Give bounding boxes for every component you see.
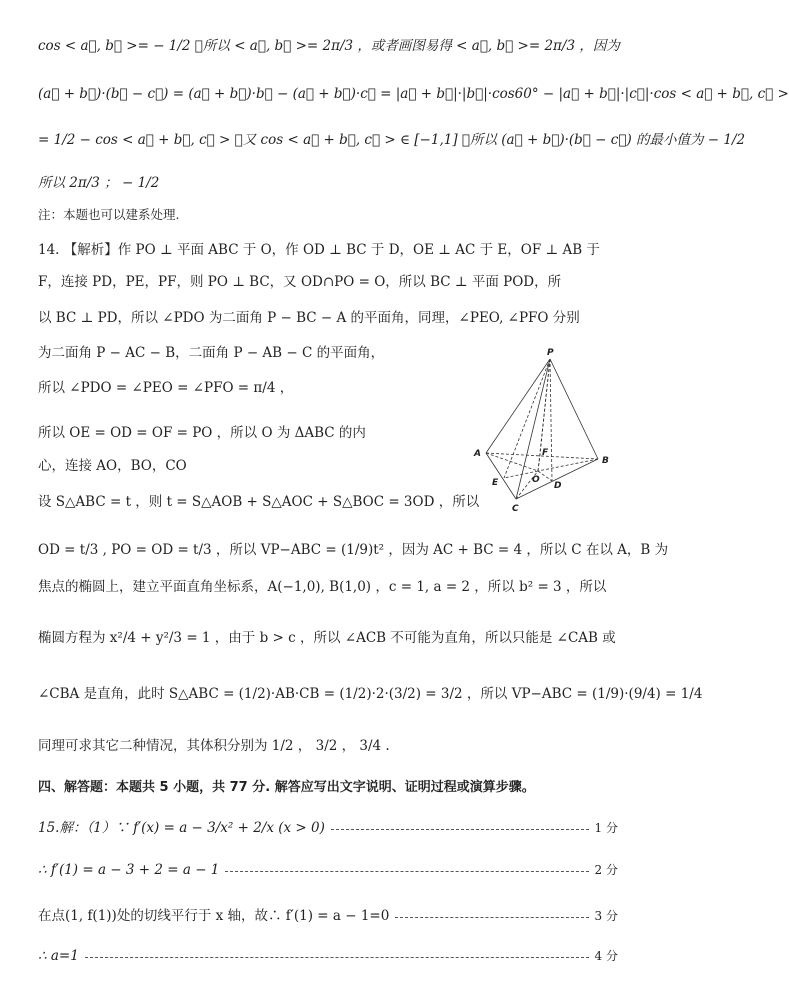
text-line: 为二面角 P − AC − B，二面角 P − AB − C 的平面角， <box>38 345 385 361</box>
edge-pa <box>486 359 550 453</box>
label-a: A <box>474 449 481 459</box>
dashed-leader <box>85 957 589 958</box>
label-b: B <box>602 456 609 466</box>
text-line: 心，连接 AO，BO，CO <box>38 458 187 474</box>
text-line: = 1/2 − cos < a⃗ + b⃗, c⃗ > ，又 cos < a⃗ + b⃗, c⃗ > ∈ [−1,1] ，所以 (a⃗ + b⃗)·(b⃗ − c⃗) 的最小值为 − 1/2 <box>38 132 746 148</box>
text-line: F，连接 PD，PE，PF，则 PO ⊥ BC，又 OD∩PO = O，所以 BC ⊥ 平面 POD，所 <box>38 274 562 290</box>
text-line: 14. 【解析】作 PO ⊥ 平面 ABC 于 O，作 OD ⊥ BC 于 D，OE ⊥ AC 于 E，OF ⊥ AB 于 <box>38 242 600 258</box>
solution-step <box>38 946 618 966</box>
text-line: ∠CBA 是直角，此时 S△ABC = (1/2)·AB·CB = (1/2)·2·(3/2) = 3/2 ，所以 VP−ABC = (1/9)·(9/4) = 1/4 <box>38 686 703 702</box>
label-f: F <box>542 448 549 458</box>
label-o: O <box>532 475 540 485</box>
step-text: 在点(1, f(1))处的切线平行于 x 轴，故∴ f′(1) = a − 1=0 <box>38 908 390 924</box>
segment-pe <box>504 359 550 478</box>
segment-pd <box>550 359 552 481</box>
solution-step <box>38 906 618 926</box>
text-line: 同理可求其它二种情况，其体积分别为 1/2 ， 3/2 ， 3/4 . <box>38 738 390 754</box>
edge-bc <box>516 459 598 499</box>
segment-bo <box>538 459 598 471</box>
solution-step <box>38 860 618 880</box>
label-c: C <box>512 504 519 514</box>
segment-pf <box>540 359 550 455</box>
edge-ac <box>486 453 516 499</box>
segment-od <box>538 471 552 481</box>
text-line: cos < a⃗, b⃗ >= − 1/2 ，所以 < a⃗, b⃗ >= 2π/3 ，或者画图易得 < a⃗, b⃗ >= 2π/3 ，因为 <box>38 38 620 54</box>
segment-ao <box>486 453 538 471</box>
text-line: 所以 ∠PDO = ∠PEO = ∠PFO = π/4 ， <box>38 380 294 396</box>
pyramid-diagram <box>470 345 630 515</box>
score-label: 3 分 <box>594 909 618 923</box>
step-text: ∴ a=1 <box>38 948 79 964</box>
step-text: ∴ f′(1) = a − 3 + 2 = a − 1 <box>38 862 220 878</box>
dashed-leader <box>395 917 588 918</box>
text-line: 设 S△ABC = t ，则 t = S△AOB + S△AOC + S△BOC = 3OD ，所以 <box>38 494 480 510</box>
edge-pb <box>550 359 598 459</box>
text-line: 椭圆方程为 x²/4 + y²/3 = 1 ，由于 b > c ，所以 ∠ACB 不可能为直角，所以只能是 ∠CAB 或 <box>38 630 616 646</box>
label-p: P <box>547 348 554 358</box>
dashed-leader <box>331 829 589 830</box>
text-line: (a⃗ + b⃗)·(b⃗ − c⃗) = (a⃗ + b⃗)·b⃗ − (a⃗ + b⃗)·c⃗ = |a⃗ + b⃗|·|b⃗|·cos60° − |a⃗ + b⃗|·|c⃗|·cos < a⃗ + b⃗, c⃗ > <box>38 86 789 102</box>
segment-of <box>538 455 540 471</box>
text-line: 所以 OE = OD = OF = PO ，所以 O 为 ΔABC 的内 <box>38 425 366 441</box>
label-d: D <box>554 481 562 491</box>
step-text: 15.解：（1）∵ f′(x) = a − 3/x² + 2/x (x > 0) <box>38 820 325 836</box>
text-line: 焦点的椭圆上，建立平面直角坐标系，A(−1,0), B(1,0) ，c = 1, a = 2 ，所以 b² = 3 ，所以 <box>38 579 607 595</box>
score-label: 1 分 <box>594 821 618 835</box>
label-e: E <box>492 478 499 488</box>
text-line: OD = t/3 , PO = OD = t/3 ，所以 VP−ABC = (1/9)t² ，因为 AC + BC = 4 ，所以 C 在以 A，B 为 <box>38 542 669 558</box>
score-label: 2 分 <box>594 863 618 877</box>
section-heading: 四、解答题：本题共 5 小题，共 77 分. 解答应写出文字说明、证明过程或演算步骤。 <box>38 780 535 795</box>
solution-step <box>38 818 618 838</box>
text-line: 所以 2π/3 ； − 1/2 <box>38 175 160 191</box>
dashed-leader <box>225 871 588 872</box>
text-line: 以 BC ⊥ PD，所以 ∠PDO 为二面角 P − BC − A 的平面角，同理，∠PEO, ∠PFO 分别 <box>38 310 580 326</box>
score-label: 4 分 <box>594 949 618 963</box>
text-line: 注：本题也可以建系处理. <box>38 207 180 222</box>
